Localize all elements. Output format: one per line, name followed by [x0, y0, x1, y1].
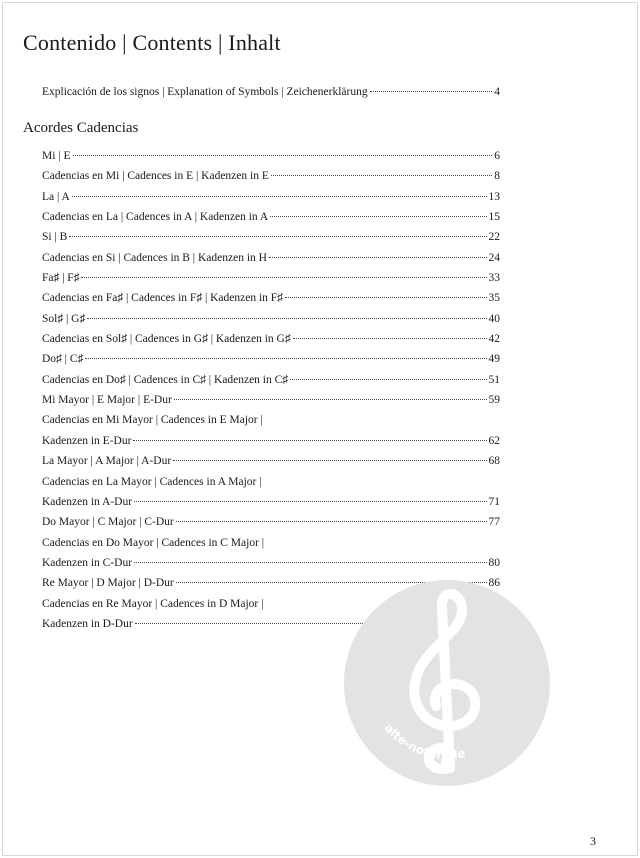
entry-page-number: 15 — [488, 211, 500, 224]
toc-entry[interactable] — [42, 516, 500, 536]
entry-label: Cadencias en La Mayor | Cadences in A Major | — [42, 475, 262, 488]
dot-leader — [290, 379, 486, 380]
watermark — [342, 578, 552, 788]
dot-leader — [85, 358, 486, 359]
dot-leader — [133, 440, 486, 441]
entry-label: Cadencias en Sol♯ | Cadences in G♯ | Kadenzen in G♯ — [42, 333, 291, 346]
treble-clef-icon — [342, 578, 552, 788]
entry-label: Fa♯ | F♯ — [42, 272, 80, 285]
toc-entry[interactable] — [42, 476, 500, 517]
entry-label: Do Mayor | C Major | C-Dur — [42, 516, 174, 529]
dot-leader — [134, 562, 486, 563]
entry-label: Mi | E — [42, 150, 71, 162]
entry-page-number: 77 — [488, 516, 500, 529]
toc-entry[interactable] — [42, 333, 500, 353]
entry-label: Cadencias en Fa♯ | Cadences in F♯ | Kadenzen in F♯ — [42, 292, 283, 305]
entry-label-continued: Kadenzen in C-Dur — [42, 556, 133, 569]
entry-page-number: 13 — [488, 190, 500, 203]
entry-page-number: 40 — [488, 312, 500, 325]
dot-leader — [69, 236, 486, 237]
entry-label: La Mayor | A Major | A-Dur — [42, 455, 172, 468]
entry-page-number: 59 — [488, 394, 500, 407]
entry-label: La | A — [42, 190, 70, 203]
toc-entry[interactable] — [42, 191, 500, 211]
toc-entry[interactable] — [42, 170, 500, 190]
entry-page-number: 24 — [488, 251, 500, 264]
dot-leader — [176, 521, 487, 522]
toc-entry[interactable] — [42, 455, 500, 475]
toc-entry[interactable] — [42, 353, 500, 373]
entry-label: Cadencias en La | Cadences in A | Kadenzen in A — [42, 211, 269, 224]
toc-list — [42, 150, 500, 638]
dot-leader — [72, 196, 487, 197]
entry-label: Si | B — [42, 231, 68, 244]
toc-entry[interactable] — [42, 231, 500, 251]
entry-page-number: 68 — [488, 455, 500, 468]
dot-leader — [173, 460, 486, 461]
entry-page-number: 62 — [488, 434, 500, 447]
toc-entry[interactable] — [42, 292, 500, 312]
entry-page-number: 4 — [494, 86, 500, 98]
dot-leader — [293, 338, 487, 339]
entry-page-number: 51 — [488, 373, 500, 386]
entry-label: Cadencias en Si | Cadences in B | Kadenzen in H — [42, 251, 267, 264]
entry-page-number: 33 — [488, 272, 500, 285]
toc-entry[interactable] — [42, 272, 500, 292]
dot-leader — [134, 501, 486, 502]
toc-entry[interactable] — [42, 150, 500, 170]
intro-entry[interactable] — [42, 86, 500, 98]
entry-label: Cadencias en Mi Mayor | Cadences in E Major | — [42, 414, 263, 427]
dot-leader — [270, 216, 486, 217]
entry-page-number: 35 — [488, 292, 500, 305]
page-title: Contenido | Contents | Inhalt — [23, 30, 281, 55]
entry-label-continued: Kadenzen in E-Dur — [42, 434, 132, 447]
toc-entry[interactable] — [42, 414, 500, 455]
dot-leader — [174, 399, 487, 400]
entry-page-number: 49 — [488, 353, 500, 366]
toc-entry[interactable] — [42, 252, 500, 272]
entry-page-number: 42 — [488, 333, 500, 346]
dot-leader — [370, 91, 493, 92]
entry-page-number: 80 — [488, 556, 500, 569]
entry-label: Re Mayor | D Major | D-Dur — [42, 577, 174, 590]
dot-leader — [269, 257, 487, 258]
toc-entry[interactable] — [42, 394, 500, 414]
page-number: 3 — [590, 834, 596, 848]
entry-label: Explicación de los signos | Explanation of Symbols | Zeichenerklärung — [42, 86, 368, 98]
entry-label: Mi Mayor | E Major | E-Dur — [42, 394, 172, 407]
toc-entry[interactable] — [42, 374, 500, 394]
entry-page-number: 22 — [488, 231, 500, 244]
entry-page-number: 8 — [494, 170, 500, 183]
entry-label: Do♯ | C♯ — [42, 353, 84, 366]
watermark-text: alte-noten.de — [381, 720, 467, 763]
toc-entry[interactable] — [42, 211, 500, 231]
toc-entry[interactable] — [42, 313, 500, 333]
dot-leader — [73, 155, 493, 156]
dot-leader — [285, 297, 487, 298]
dot-leader — [81, 277, 486, 278]
entry-label: Cadencias en Do Mayor | Cadences in C Major | — [42, 536, 265, 549]
dot-leader — [271, 175, 492, 176]
entry-label: Cadencias en Mi | Cadences in E | Kadenzen in E — [42, 170, 269, 183]
entry-label: Sol♯ | G♯ — [42, 312, 86, 325]
entry-label: Cadencias en Re Mayor | Cadences in D Major | — [42, 597, 264, 610]
entry-page-number: 71 — [488, 495, 500, 508]
entry-label-continued: Kadenzen in D-Dur — [42, 617, 133, 630]
entry-page-number: 86 — [488, 577, 500, 590]
toc-entry[interactable] — [42, 537, 500, 578]
entry-page-number: 6 — [494, 150, 500, 162]
entry-label: Cadencias en Do♯ | Cadences in C♯ | Kadenzen in C♯ — [42, 373, 289, 386]
section-heading: Acordes Cadencias — [23, 120, 139, 136]
dot-leader — [87, 318, 486, 319]
entry-label-continued: Kadenzen in A-Dur — [42, 495, 133, 508]
